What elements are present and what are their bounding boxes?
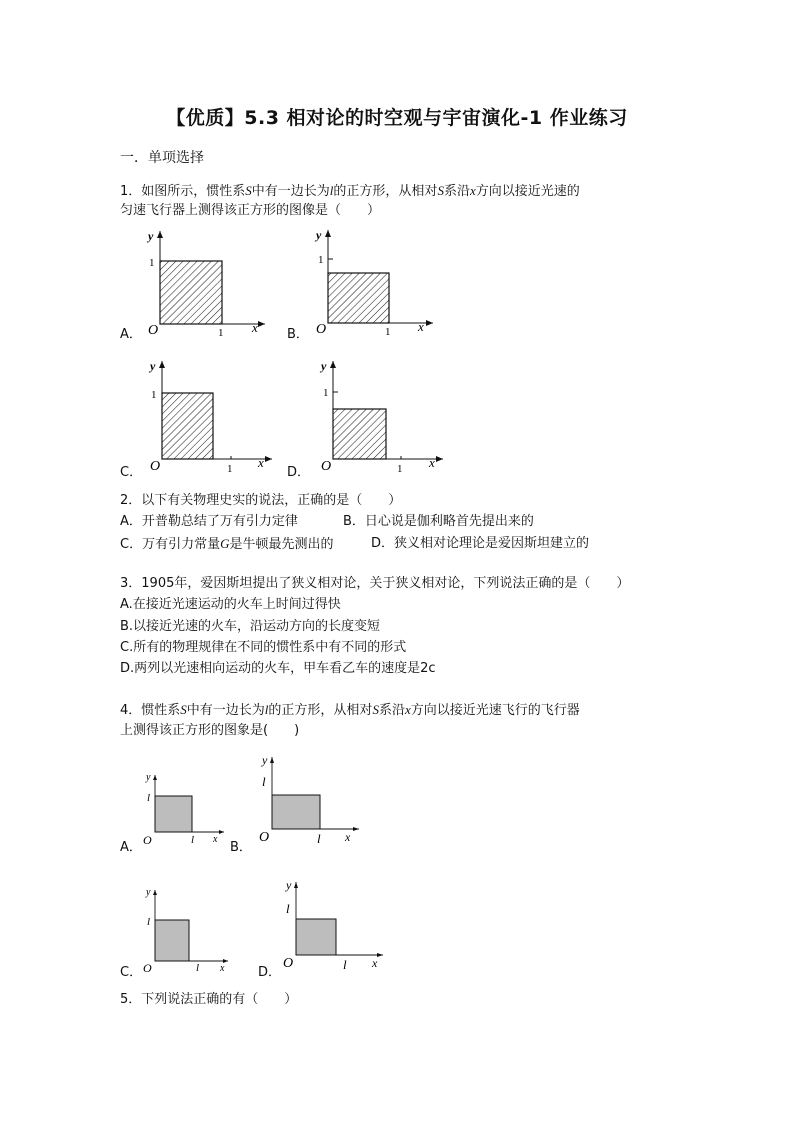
q1-option-d-label[interactable]: D． [287, 465, 311, 480]
y-axis-label: y [321, 359, 327, 373]
q4-option-b-label[interactable]: B． [230, 840, 252, 855]
y-tick-l: l [286, 901, 290, 916]
x-axis-label: x [429, 455, 435, 470]
x-axis-label: x [418, 319, 424, 334]
q4-b-rect [272, 795, 320, 829]
q3-option-a[interactable]: A.在接近光速运动的火车上时间过得快 [120, 597, 341, 612]
origin-label: O [150, 459, 161, 474]
y-tick-1: 1 [151, 389, 157, 401]
q3-option-d[interactable]: D.两列以光速相向运动的火车，甲车看乙车的速度是2c [120, 661, 436, 676]
q3-option-b[interactable]: B.以接近光速的火车，沿运动方向的长度变短 [120, 619, 381, 634]
y-tick-l: l [147, 792, 151, 804]
q5-stem: 5．下列说法正确的有（ ） [120, 992, 298, 1007]
q4-option-c-label[interactable]: C． [120, 965, 143, 980]
y-axis-label: y [146, 887, 151, 898]
x-tick-l: l [317, 831, 321, 846]
q2-option-b[interactable]: B．日心说是伽利略首先提出来的 [343, 514, 534, 529]
q1-option-b-graph[interactable] [308, 225, 438, 340]
q1-d-square [333, 409, 386, 459]
origin-label: O [143, 833, 152, 847]
y-tick-1: 1 [318, 254, 324, 266]
q4-stem-line2: 上测得该正方形的图象是( ) [120, 723, 300, 738]
y-tick-l: l [262, 774, 266, 789]
y-tick-1: 1 [323, 387, 329, 399]
q4-c-rect [155, 920, 189, 961]
origin-label: O [148, 323, 159, 338]
q3-stem: 3．1905年，爱因斯坦提出了狭义相对论，关于狭义相对论，下列说法正确的是（ ） [120, 576, 630, 591]
q1-option-d-graph[interactable] [313, 356, 448, 476]
x-axis-label: x [213, 834, 218, 845]
q4-option-b-graph[interactable] [256, 752, 366, 847]
q1-option-a-label[interactable]: A． [120, 327, 142, 342]
q1-b-square [328, 273, 389, 323]
q1-option-c-graph[interactable] [142, 356, 277, 476]
y-axis-label: y [262, 753, 268, 767]
y-tick-1: 1 [149, 257, 155, 269]
y-tick-l: l [147, 916, 151, 928]
x-tick-1: 1 [397, 463, 403, 475]
x-tick-1: 1 [385, 326, 391, 338]
q4-a-rect [155, 796, 192, 832]
q4-option-a-label[interactable]: A． [120, 840, 142, 855]
q1-stem-line2: 匀速飞行器上测得该正方形的图像是（ ） [120, 203, 381, 218]
x-tick-l: l [343, 957, 347, 972]
x-axis-label: x [372, 956, 378, 970]
x-axis-label: x [220, 963, 225, 974]
y-axis-label: y [146, 772, 151, 783]
y-axis-label: y [148, 229, 154, 243]
x-axis-label: x [258, 455, 264, 470]
origin-label: O [321, 459, 332, 474]
x-tick-l: l [191, 834, 195, 846]
x-tick-1: 1 [227, 463, 233, 475]
origin-label: O [316, 322, 327, 337]
q4-option-d-label[interactable]: D． [258, 965, 282, 980]
q4-option-a-graph[interactable] [140, 770, 230, 850]
y-axis-label: y [286, 878, 292, 892]
q3-option-c[interactable]: C.所有的物理规律在不同的惯性系中有不同的形式 [120, 640, 407, 655]
q2-option-d[interactable]: D．狭义相对论理论是爱因斯坦建立的 [371, 536, 590, 551]
x-tick-1: 1 [218, 327, 224, 339]
section-heading: 一．单项选择 [120, 150, 204, 166]
y-axis-label: y [316, 228, 322, 242]
x-tick-l: l [196, 962, 200, 974]
q4-option-c-graph[interactable] [140, 885, 235, 975]
q2-option-a[interactable]: A．开普勒总结了万有引力定律 [120, 514, 298, 529]
q1-option-c-label[interactable]: C． [120, 465, 143, 480]
origin-label: O [143, 961, 152, 975]
q2-stem: 2．以下有关物理史实的说法，正确的是（ ） [120, 493, 402, 508]
origin-label: O [283, 956, 294, 971]
q1-stem-line1: 1．如图所示，惯性系S中有一边长为l的正方形，从相对S系沿x方向以接近光速的 [120, 183, 580, 199]
q1-c-square [162, 393, 213, 459]
origin-label: O [259, 830, 270, 845]
q2-option-c[interactable]: C．万有引力常量G是牛顿最先测出的 [120, 536, 334, 552]
q1-a-square [160, 261, 222, 324]
q4-option-d-graph[interactable] [280, 877, 390, 972]
q4-d-rect [296, 919, 336, 955]
q4-stem-line1: 4．惯性系S中有一边长为l的正方形，从相对S系沿x方向以接近光速飞行的飞行器 [120, 702, 580, 718]
page-title: 【优质】5.3 相对论的时空观与宇宙演化-1 作业练习 [166, 107, 628, 129]
q1-option-b-label[interactable]: B． [287, 327, 309, 342]
x-axis-label: x [345, 830, 351, 844]
x-axis-label: x [252, 320, 258, 335]
q1-option-a-graph[interactable] [140, 226, 270, 341]
y-axis-label: y [150, 359, 156, 373]
